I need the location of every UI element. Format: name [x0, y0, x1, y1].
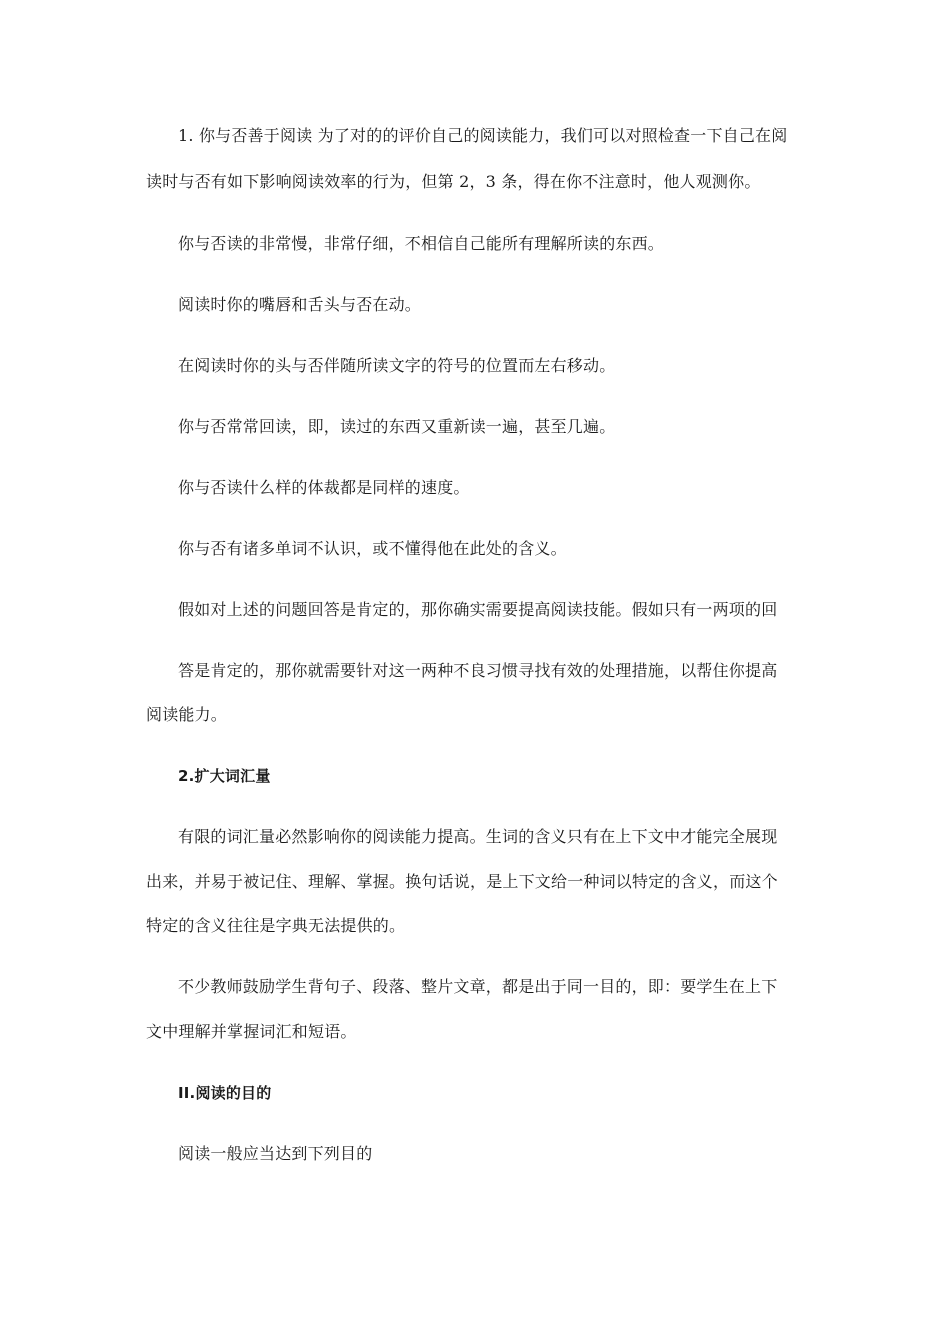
paragraph-1-line-2: 读时与否有如下影响阅读效率的行为，但第 2，3 条，得在你不注意时，他人观测你。: [146, 172, 761, 191]
memorization-paragraph-line-2: 文中理解并掌握词汇和短语。: [146, 1022, 357, 1041]
purpose-intro: 阅读一般应当达到下列目的: [178, 1144, 373, 1163]
section-heading-reading-purpose: II.阅读的目的: [178, 1084, 272, 1102]
vocabulary-paragraph-line-1: 有限的词汇量必然影响你的阅读能力提高。生词的含义只有在上下文中才能完全展现: [178, 827, 778, 846]
section-heading-vocabulary: 2.扩大词汇量: [178, 767, 271, 785]
conclusion-line-3: 阅读能力。: [146, 705, 228, 724]
question-same-speed: 你与否读什么样的体裁都是同样的速度。: [178, 478, 470, 497]
conclusion-line-2: 答是肯定的，那你就需要针对这一两种不良习惯寻找有效的处理措施，以帮住你提高: [178, 661, 778, 680]
question-head-moving: 在阅读时你的头与否伴随所读文字的符号的位置而左右移动。: [178, 356, 616, 375]
vocabulary-paragraph-line-3: 特定的含义往往是字典无法提供的。: [146, 916, 406, 935]
conclusion-line-1: 假如对上述的问题回答是肯定的，那你确实需要提高阅读技能。假如只有一两项的回: [178, 600, 778, 619]
memorization-paragraph-line-1: 不少教师鼓励学生背句子、段落、整片文章，都是出于同一目的，即：要学生在上下: [178, 977, 778, 996]
paragraph-1-line-1: 1. 你与否善于阅读 为了对的的评价自己的阅读能力，我们可以对照检查一下自己在阅: [178, 126, 788, 145]
question-lips-moving: 阅读时你的嘴唇和舌头与否在动。: [178, 295, 422, 314]
question-rereading: 你与否常常回读，即，读过的东西又重新读一遍，甚至几遍。: [178, 417, 616, 436]
question-unknown-words: 你与否有诸多单词不认识，或不懂得他在此处的含义。: [178, 539, 567, 558]
question-reads-slowly: 你与否读的非常慢，非常仔细，不相信自己能所有理解所读的东西。: [178, 234, 665, 253]
vocabulary-paragraph-line-2: 出来，并易于被记住、理解、掌握。换句话说，是上下文给一种词以特定的含义，而这个: [146, 872, 778, 891]
